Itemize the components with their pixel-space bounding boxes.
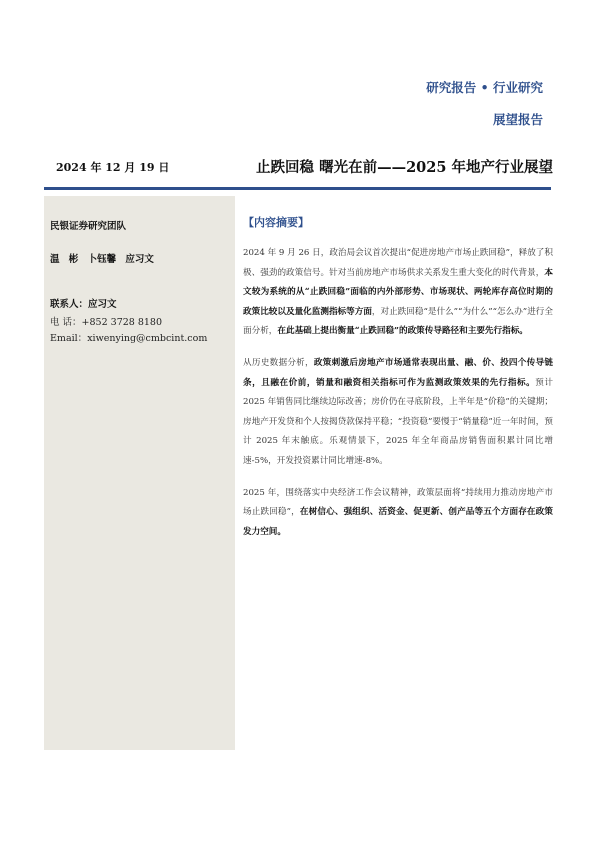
p2-emphasis-a: 政策刺激后房地产市场通常表现出量、融、价、投四个传导链条，且融在价前，销量和融资相关指标可作为监测政策效果的先行指标。 xyxy=(243,357,553,388)
p1-emphasis-a: 本文较为系统的从“止跌回稳”面临的内外部形势、市场现状、两轮库存高位时期的政策比较以及量化监测指标等方面 xyxy=(243,267,553,317)
phone-label: 电 话： xyxy=(50,317,82,328)
p1-emphasis-b: 在此基础上提出衡量“止跌回稳”的政策传导路径和主要先行指标。 xyxy=(277,326,528,337)
title-divider xyxy=(44,187,551,190)
author-sidebar xyxy=(44,196,235,750)
report-title: 止跌回稳 曙光在前——2025 年地产行业展望 xyxy=(256,159,553,176)
p2-text-b: 预计 2025 年销售同比继续边际改善；房价仍在寻底阶段，上半年是“价稳”的关键期；房地产开发贷和个人按揭贷款保持平稳；“投资稳”要慢于“销量稳”近一年时间，预计 2025 年末触底。乐观情景下，2025 年全年商品房销售面积累计同比增速-5%，开发投资累计同比增速-8%。 xyxy=(243,377,553,466)
report-date: 2024 年 12 月 19 日 xyxy=(56,161,170,174)
summary-section xyxy=(243,214,553,554)
p1-text-a: 2024 年 9 月 26 日，政治局会议首次提出“促进房地产市场止跌回稳”，释放了积极、强劲的政策信号。针对当前房地产市场供求关系发生重大变化的时代背景， xyxy=(243,248,553,278)
p3-emphasis-a: 在树信心、强组织、活资金、促更新、创产品等五个方面存在政策发力空间。 xyxy=(243,507,553,537)
contact-phone xyxy=(50,314,162,328)
p1-text-b: ，对止跌回稳“是什么”“为什么”“怎么办”进行全面分析， xyxy=(243,306,553,337)
report-category: 研究报告 • 行业研究 xyxy=(426,80,543,95)
contact-email xyxy=(50,330,207,344)
report-subcategory: 展望报告 xyxy=(492,112,543,127)
author-list: 温 彬 卜钰馨 应习文 xyxy=(50,254,154,265)
summary-paragraph-1 xyxy=(243,244,553,342)
summary-paragraph-3 xyxy=(243,484,553,543)
email-value[interactable]: xiwenying@cmbcint.com xyxy=(87,333,208,344)
p3-text-a: 2025 年，围绕落实中央经济工作会议精神，政策层面将“持续用力推动房地产市场止跌回稳”， xyxy=(243,487,553,518)
p2-text-a: 从历史数据分析， xyxy=(243,357,314,368)
phone-value: +852 3728 8180 xyxy=(81,317,163,328)
summary-heading: 【内容摘要】 xyxy=(243,216,309,229)
summary-paragraph-2 xyxy=(243,354,553,472)
email-label: Email： xyxy=(50,333,88,344)
contact-person: 联系人：应习文 xyxy=(50,299,117,310)
research-team: 民银证券研究团队 xyxy=(50,221,127,232)
